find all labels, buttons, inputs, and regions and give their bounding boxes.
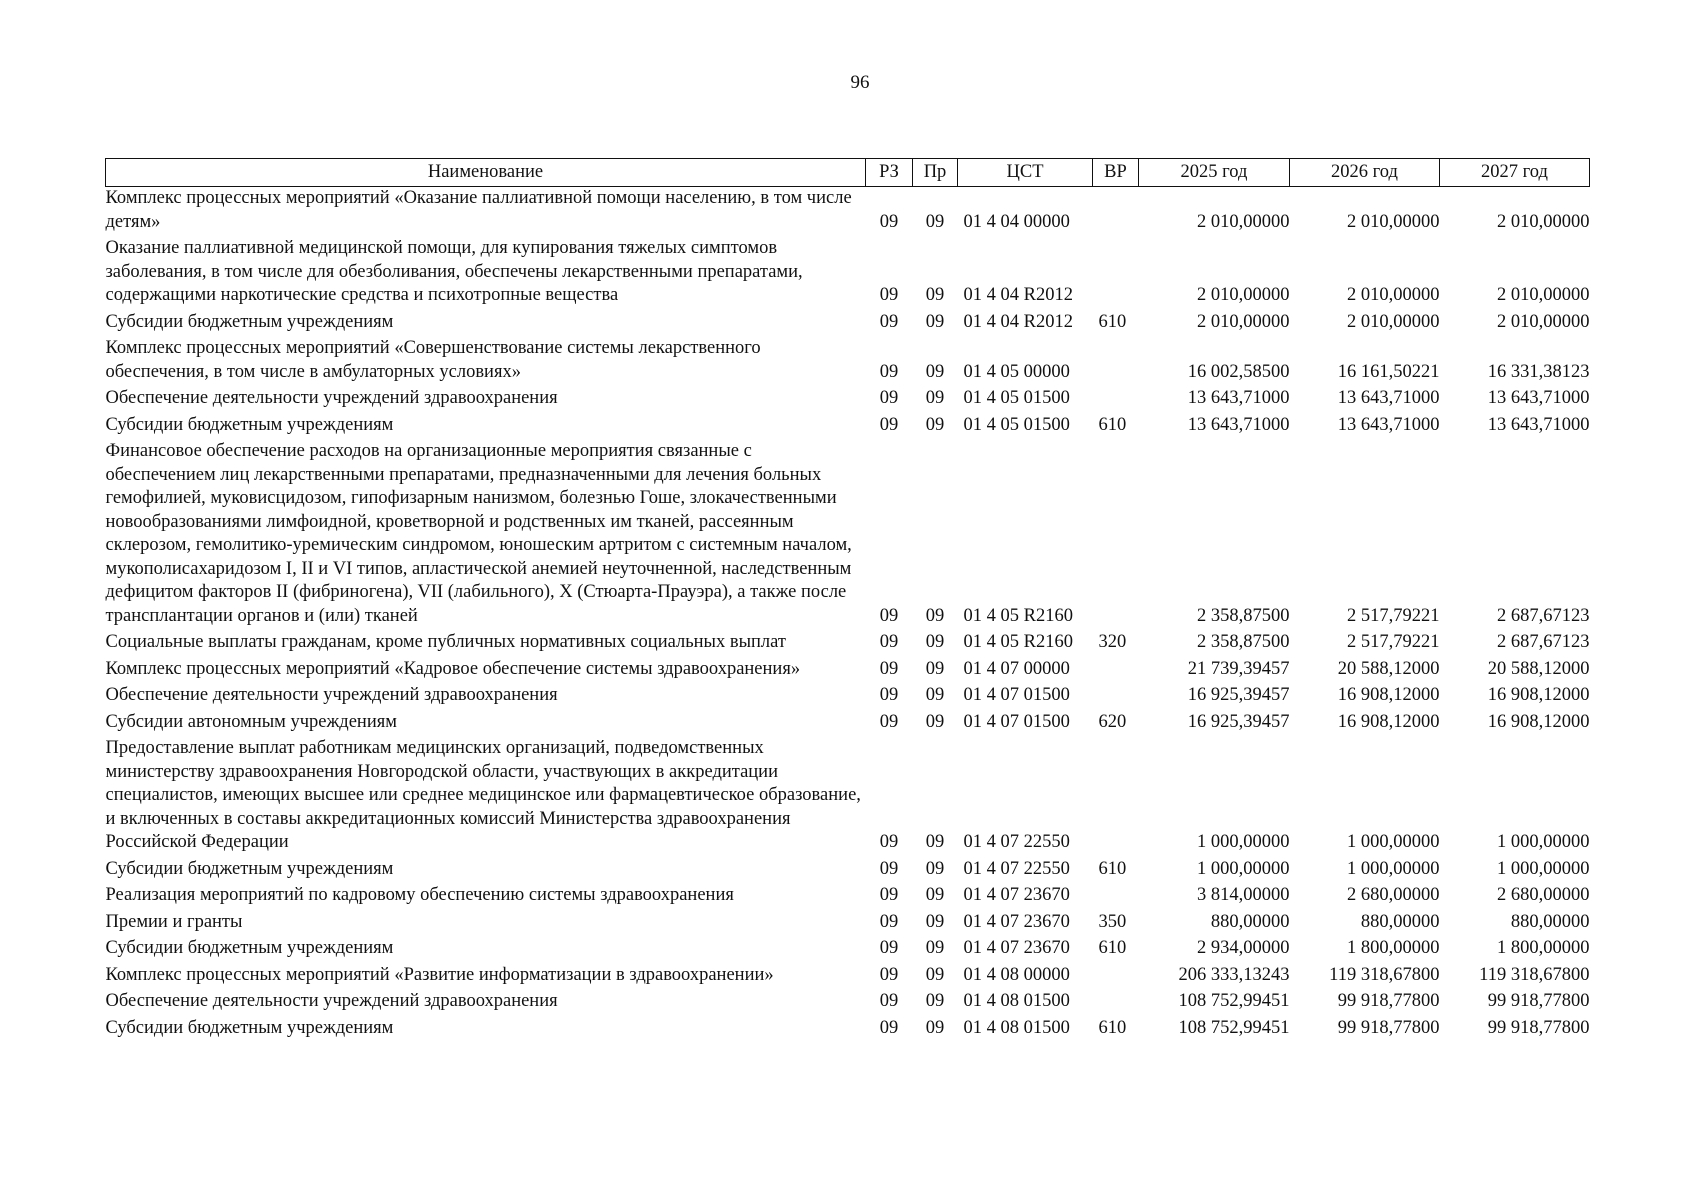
cell-2027: 16 908,12000: [1487, 711, 1590, 732]
table-row: [106, 337, 1590, 387]
table-row: [106, 737, 1590, 858]
table-row: [106, 1017, 1590, 1044]
cell-2026: 2 680,00000: [1347, 885, 1440, 905]
cell-vr: [1093, 884, 1139, 911]
cell-name: Социальные выплаты гражданам, кроме публичных нормативных социальных выплат: [105, 632, 786, 652]
cell-cst: 01 4 05 R2160: [963, 632, 1073, 652]
cell-pr: 09: [925, 832, 945, 852]
cell-2026: 16 161,50221: [1337, 361, 1440, 382]
budget-table: [105, 158, 1590, 1043]
cell-pr: 09: [925, 658, 945, 679]
cell-rz: 09: [879, 911, 899, 932]
cell-2027: 16 908,12000: [1487, 685, 1590, 705]
cell-vr: [1093, 964, 1139, 991]
cell-name: Реализация мероприятий по кадровому обеспечению системы здравоохранения: [105, 885, 734, 905]
cell-2027: 99 918,77800: [1487, 991, 1590, 1011]
cell-pr: 09: [925, 388, 945, 408]
header-name: Наименование: [106, 159, 866, 187]
cell-rz: 09: [879, 414, 899, 435]
cell-cst: 01 4 07 22550: [963, 858, 1070, 879]
cell-2027: 2 687,67123: [1497, 605, 1590, 626]
cell-name: Оказание паллиативной медицинской помощи, для купирования тяжелых симптомов заболевания, в том числе для обезболивания, обеспечены лекарственными препаратами, содержащими наркотические средства и психотропные вещества: [105, 238, 803, 305]
cell-2025: 16 925,39457: [1187, 711, 1290, 732]
cell-2025: 2 010,00000: [1197, 285, 1290, 305]
cell-2027: 1 800,00000: [1497, 938, 1590, 958]
cell-2027: 16 331,38123: [1487, 361, 1590, 382]
cell-vr: 620: [1098, 711, 1127, 732]
cell-cst: 01 4 07 23670: [963, 938, 1070, 958]
header-2026: 2026 год: [1290, 159, 1440, 187]
cell-name: Комплекс процессных мероприятий «Развитие информатизации в здравоохранении»: [105, 964, 774, 985]
cell-cst: 01 4 05 01500: [963, 388, 1070, 408]
cell-pr: 09: [925, 211, 945, 232]
cell-name: Комплекс процессных мероприятий «Совершенствование системы лекарственного обеспечения, в том числе в амбулаторных условиях»: [105, 338, 761, 382]
cell-name: Комплекс процессных мероприятий «Кадровое обеспечение системы здравоохранения»: [105, 658, 801, 679]
cell-vr: [1093, 737, 1139, 858]
cell-2026: 99 918,77800: [1337, 991, 1440, 1011]
cell-cst: 01 4 07 23670: [963, 911, 1070, 932]
cell-2025: 206 333,13243: [1178, 964, 1290, 985]
cell-pr: 09: [925, 311, 945, 332]
cell-pr: 09: [925, 938, 945, 958]
cell-2026: 2 010,00000: [1347, 311, 1440, 332]
cell-pr: 09: [925, 685, 945, 705]
cell-2025: 13 643,71000: [1187, 414, 1290, 435]
cell-name: Предоставление выплат работникам медицинских организаций, подведомственных министерству здравоохранения Новгородской области, участвующих в аккредитации специалистов, имеющих высшее или среднее медицинское или фармацевтическое образование, и включенных в составы аккредитационных комиссий Министерства здравоохранения Российской Федерации: [105, 738, 861, 852]
cell-2025: 2 934,00000: [1197, 938, 1290, 958]
cell-cst: 01 4 07 22550: [963, 832, 1070, 852]
cell-name: Субсидии бюджетным учреждениям: [105, 414, 394, 435]
cell-cst: 01 4 05 01500: [963, 414, 1070, 435]
table-row: [106, 187, 1590, 238]
cell-name: Финансовое обеспечение расходов на организационные мероприятия связанные с обеспечением лиц лекарственными препаратами, предназначенными для лечения больных гемофилией, муковисцидозом, гипофизарным нанизмом, болезнью Гоше, злокачественными новообразованиями лимфоидной, кроветворной и родственных им тканей, рассеянным склерозом, гемолитико-уремическим синдромом, юношеским артритом с системным началом, мукополисахаридозом I, II и VI типов, апластической анемией неуточненной, наследственным дефицитом факторов II (фибриногена), VII (лабильного), X (Стюарта-Прауэра), а также после трансплантации органов и (или) тканей: [105, 441, 852, 626]
cell-2025: 108 752,99451: [1178, 1017, 1290, 1038]
cell-rz: 09: [879, 285, 899, 305]
header-2025: 2025 год: [1139, 159, 1290, 187]
cell-cst: 01 4 04 R2012: [963, 311, 1073, 332]
table-row: [106, 414, 1590, 441]
cell-cst: 01 4 07 23670: [963, 885, 1070, 905]
cell-vr: [1093, 990, 1139, 1017]
cell-pr: 09: [925, 711, 945, 732]
cell-vr: 610: [1098, 414, 1127, 435]
cell-2025: 16 002,58500: [1187, 361, 1290, 382]
cell-cst: 01 4 04 R2012: [963, 285, 1073, 305]
cell-vr: [1093, 684, 1139, 711]
cell-pr: 09: [925, 285, 945, 305]
cell-2026: 99 918,77800: [1337, 1017, 1440, 1038]
cell-rz: 09: [879, 311, 899, 332]
cell-cst: 01 4 08 01500: [963, 1017, 1070, 1038]
cell-2027: 2 010,00000: [1497, 285, 1590, 305]
cell-2026: 2 517,79221: [1347, 632, 1440, 652]
cell-cst: 01 4 08 01500: [963, 991, 1070, 1011]
cell-vr: 610: [1098, 311, 1127, 332]
cell-2025: 1 000,00000: [1197, 858, 1290, 879]
header-cst: ЦСТ: [958, 159, 1093, 187]
cell-2025: 1 000,00000: [1197, 832, 1290, 852]
cell-2025: 2 358,87500: [1197, 632, 1290, 652]
cell-name: Обеспечение деятельности учреждений здравоохранения: [105, 388, 558, 408]
cell-2025: 13 643,71000: [1187, 388, 1290, 408]
cell-2027: 1 000,00000: [1497, 858, 1590, 879]
cell-rz: 09: [879, 858, 899, 879]
cell-2027: 2 680,00000: [1497, 885, 1590, 905]
cell-rz: 09: [879, 964, 899, 985]
cell-2025: 880,00000: [1210, 911, 1290, 932]
cell-rz: 09: [879, 1017, 899, 1038]
cell-2027: 119 318,67800: [1479, 964, 1590, 985]
cell-cst: 01 4 07 00000: [963, 658, 1070, 679]
cell-2027: 13 643,71000: [1487, 414, 1590, 435]
cell-2025: 16 925,39457: [1187, 685, 1290, 705]
cell-vr: [1093, 237, 1139, 311]
cell-vr: 610: [1098, 938, 1127, 958]
cell-2025: 3 814,00000: [1197, 885, 1290, 905]
table-row: [106, 711, 1590, 738]
cell-name: Субсидии бюджетным учреждениям: [105, 858, 394, 879]
table-row: [106, 911, 1590, 938]
table-row: [106, 237, 1590, 311]
cell-2026: 13 643,71000: [1337, 388, 1440, 408]
cell-vr: 320: [1098, 632, 1127, 652]
cell-rz: 09: [879, 658, 899, 679]
cell-cst: 01 4 05 R2160: [963, 605, 1073, 626]
cell-2027: 2 010,00000: [1497, 211, 1590, 232]
page-number: 96: [850, 72, 870, 93]
table-row: [106, 858, 1590, 885]
cell-name: Обеспечение деятельности учреждений здравоохранения: [105, 991, 558, 1011]
table-row: [106, 387, 1590, 414]
header-rz: РЗ: [866, 159, 913, 187]
cell-2025: 2 358,87500: [1197, 605, 1290, 626]
cell-rz: 09: [879, 388, 899, 408]
cell-2027: 20 588,12000: [1487, 658, 1590, 679]
cell-pr: 09: [925, 605, 945, 626]
table-row: [106, 990, 1590, 1017]
cell-cst: 01 4 08 00000: [963, 964, 1070, 985]
cell-rz: 09: [879, 685, 899, 705]
cell-pr: 09: [925, 858, 945, 879]
cell-cst: 01 4 05 00000: [963, 361, 1070, 382]
cell-cst: 01 4 07 01500: [963, 711, 1070, 732]
table-row: [106, 937, 1590, 964]
cell-2027: 2 010,00000: [1497, 311, 1590, 332]
cell-vr: [1093, 440, 1139, 631]
cell-2026: 119 318,67800: [1329, 964, 1440, 985]
cell-name: Субсидии автономным учреждениям: [105, 711, 397, 732]
cell-2026: 20 588,12000: [1337, 658, 1440, 679]
cell-rz: 09: [879, 832, 899, 852]
cell-rz: 09: [879, 632, 899, 652]
cell-2026: 1 800,00000: [1347, 938, 1440, 958]
cell-2026: 16 908,12000: [1337, 711, 1440, 732]
cell-2025: 2 010,00000: [1197, 311, 1290, 332]
table-body: [106, 187, 1590, 1044]
cell-2025: 21 739,39457: [1187, 658, 1290, 679]
table-row: [106, 440, 1590, 631]
cell-vr: 350: [1098, 911, 1127, 932]
cell-vr: 610: [1098, 1017, 1127, 1038]
header-pr: Пр: [913, 159, 958, 187]
cell-pr: 09: [925, 964, 945, 985]
cell-rz: 09: [879, 361, 899, 382]
cell-rz: 09: [879, 211, 899, 232]
cell-2026: 13 643,71000: [1337, 414, 1440, 435]
cell-2026: 2 010,00000: [1347, 285, 1440, 305]
cell-2026: 2 010,00000: [1347, 211, 1440, 232]
cell-vr: 610: [1098, 858, 1127, 879]
cell-rz: 09: [879, 885, 899, 905]
cell-2026: 1 000,00000: [1347, 858, 1440, 879]
cell-2026: 16 908,12000: [1337, 685, 1440, 705]
table-row: [106, 884, 1590, 911]
cell-cst: 01 4 04 00000: [963, 211, 1070, 232]
cell-2026: 1 000,00000: [1347, 832, 1440, 852]
cell-vr: [1093, 337, 1139, 387]
cell-2027: 99 918,77800: [1487, 1017, 1590, 1038]
table-row: [106, 631, 1590, 658]
cell-rz: 09: [879, 711, 899, 732]
cell-2027: 13 643,71000: [1487, 388, 1590, 408]
cell-2027: 880,00000: [1510, 911, 1590, 932]
table-row: [106, 964, 1590, 991]
header-vr: ВР: [1093, 159, 1139, 187]
cell-pr: 09: [925, 885, 945, 905]
cell-cst: 01 4 07 01500: [963, 685, 1070, 705]
cell-rz: 09: [879, 991, 899, 1011]
cell-pr: 09: [925, 361, 945, 382]
cell-vr: [1093, 658, 1139, 685]
cell-2027: 1 000,00000: [1497, 832, 1590, 852]
table-row: [106, 311, 1590, 338]
table-row: [106, 684, 1590, 711]
cell-2026: 2 517,79221: [1347, 605, 1440, 626]
cell-2025: 2 010,00000: [1197, 211, 1290, 232]
cell-pr: 09: [925, 911, 945, 932]
cell-name: Субсидии бюджетным учреждениям: [105, 1017, 394, 1038]
table-row: [106, 658, 1590, 685]
cell-vr: [1093, 387, 1139, 414]
cell-vr: [1093, 187, 1139, 238]
cell-pr: 09: [925, 1017, 945, 1038]
cell-rz: 09: [879, 605, 899, 626]
cell-2025: 108 752,99451: [1178, 991, 1290, 1011]
cell-2027: 2 687,67123: [1497, 632, 1590, 652]
cell-2026: 880,00000: [1360, 911, 1440, 932]
cell-pr: 09: [925, 414, 945, 435]
cell-name: Субсидии бюджетным учреждениям: [105, 938, 394, 958]
cell-name: Субсидии бюджетным учреждениям: [105, 311, 394, 332]
cell-rz: 09: [879, 938, 899, 958]
cell-name: Обеспечение деятельности учреждений здравоохранения: [105, 685, 558, 705]
cell-name: Комплекс процессных мероприятий «Оказание паллиативной помощи населению, в том числе детям»: [105, 188, 852, 232]
cell-name: Премии и гранты: [105, 911, 243, 932]
table-header-row: [106, 159, 1590, 187]
header-2027: 2027 год: [1440, 159, 1590, 187]
cell-pr: 09: [925, 632, 945, 652]
cell-pr: 09: [925, 991, 945, 1011]
